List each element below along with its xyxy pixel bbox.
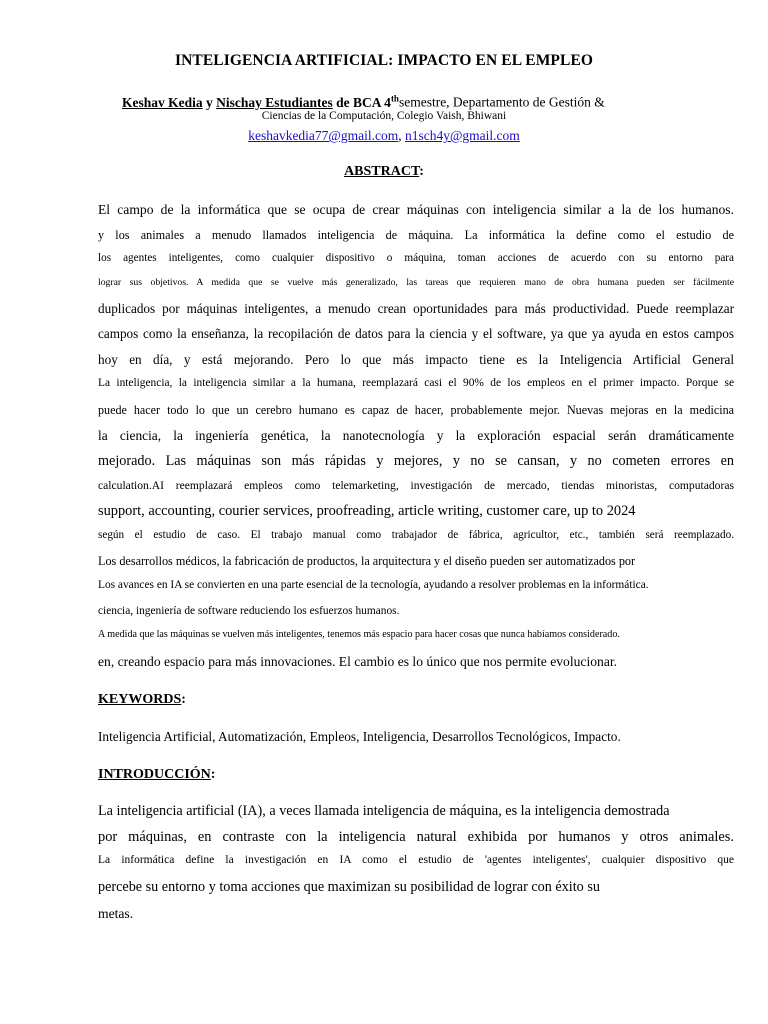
email-line xyxy=(0,128,768,144)
abstract-line: support, accounting, courier services, proofreading, article writing, customer care, up to 2024 xyxy=(98,503,636,519)
introduction-line: percebe su entorno y toma acciones que maximizan su posibilidad de lograr con éxito su xyxy=(98,879,600,895)
abstract-line: lograr sus objetivos. A medida que se vuelve más generalizado, las tareas que requieren mano de obra humana pueden ser fácilmente xyxy=(98,277,734,288)
abstract-line: Los desarrollos médicos, la fabricación de productos, la arquitectura y el diseño pueden ser automatizados por xyxy=(98,554,636,568)
author-program: de BCA 4 xyxy=(332,94,391,110)
abstract-line: y los animales a menudo llamados inteligencia de máquina. La informática la define como el estudio de xyxy=(98,228,734,242)
abstract-line: los agentes inteligentes, como cualquier dispositivo o máquina, toman acciones de acuerdo con su entorno para xyxy=(98,252,734,264)
abstract-line: Los avances en IA se convierten en una parte esencial de la tecnología, ayudando a resolver problemas en la informática. xyxy=(98,579,649,591)
abstract-line: según el estudio de caso. El trabajo manual como trabajador de fábrica, agricultor, etc., también será reemplazado. xyxy=(98,529,734,541)
keywords-heading-text: KEYWORDS xyxy=(98,692,182,707)
abstract-line: campos como la enseñanza, la recopilación de datos para la ciencia y el software, ya que ya ayuda en estos campos xyxy=(98,326,734,341)
email-link-1[interactable]: keshavkedia77@gmail.com xyxy=(248,128,399,143)
keywords-heading xyxy=(98,692,186,708)
email-separator: , xyxy=(398,128,405,143)
introduction-line: La inteligencia artificial (IA), a veces llamada inteligencia de máquina, es la inteligencia demostrada xyxy=(98,803,670,819)
abstract-line: El campo de la informática que se ocupa de crear máquinas con inteligencia similar a la de los humanos. xyxy=(98,202,734,217)
abstract-line: ciencia, ingeniería de software reduciendo los esfuerzos humanos. xyxy=(98,605,400,617)
author-name-1: Keshav Kedia xyxy=(122,94,203,110)
introduction-heading-text: INTRODUCCIÓN xyxy=(98,767,211,782)
abstract-heading-colon: : xyxy=(419,164,424,179)
affiliation: Ciencias de la Computación, Colegio Vaish, Bhiwani xyxy=(261,110,507,122)
paper-title: INTELIGENCIA ARTIFICIAL: IMPACTO EN EL EMPLEO xyxy=(174,52,594,69)
abstract-line: hoy en día, y está mejorando. Pero lo que más impacto tiene es la Inteligencia Artificial General xyxy=(98,352,734,367)
abstract-line: A medida que las máquinas se vuelven más inteligentes, tenemos más espacio para hacer cosas que nunca habíamos considerado. xyxy=(98,629,620,640)
abstract-line: duplicados por máquinas inteligentes, a menudo crean oportunidades para más productividad. Puede reemplazar xyxy=(98,301,734,316)
keywords-text: Inteligencia Artificial, Automatización, Empleos, Inteligencia, Desarrollos Tecnológicos, Impacto. xyxy=(98,729,621,744)
introduction-heading xyxy=(98,767,215,783)
abstract-heading-text: ABSTRACT xyxy=(344,164,420,179)
author-department: semestre, Departamento de Gestión & xyxy=(398,94,605,110)
abstract-heading xyxy=(0,164,768,180)
abstract-line: La inteligencia, la inteligencia similar a la humana, reemplazará casi el 90% de los empleos en el primer impacto. Porque se xyxy=(98,377,734,389)
email-link-2[interactable]: n1sch4y@gmail.com xyxy=(404,128,520,143)
introduction-heading-colon: : xyxy=(210,767,216,782)
abstract-line: mejorado. Las máquinas son más rápidas y mejores, y no se cansan, y no cometen errores en xyxy=(98,453,734,469)
abstract-line: calculation.AI reemplazará empleos como telemarketing, investigación de mercado, tiendas minoristas, computadoras xyxy=(98,479,734,492)
keywords-heading-colon: : xyxy=(181,692,186,707)
abstract-line: puede hacer todo lo que un cerebro humano es capaz de hacer, probablemente mejor. Nuevas mejoras en la medicina xyxy=(98,403,734,417)
introduction-line: La informática define la investigación en IA como el estudio de 'agentes inteligentes', cualquier dispositivo que xyxy=(98,854,734,866)
introduction-line: por máquinas, en contraste con la inteligencia natural exhibida por humanos y otros animales. xyxy=(98,829,734,845)
abstract-line: la ciencia, la ingeniería genética, la nanotecnología y la exploración espacial serán dramáticamente xyxy=(98,428,734,443)
author-conjunction: y xyxy=(202,94,217,110)
introduction-line: metas. xyxy=(98,906,134,921)
abstract-line: en, creando espacio para más innovaciones. El cambio es lo único que nos permite evolucionar. xyxy=(98,654,618,669)
author-name-2: Nischay Estudiantes xyxy=(216,94,333,110)
author-superscript: th xyxy=(390,93,399,103)
author-line xyxy=(122,93,742,111)
